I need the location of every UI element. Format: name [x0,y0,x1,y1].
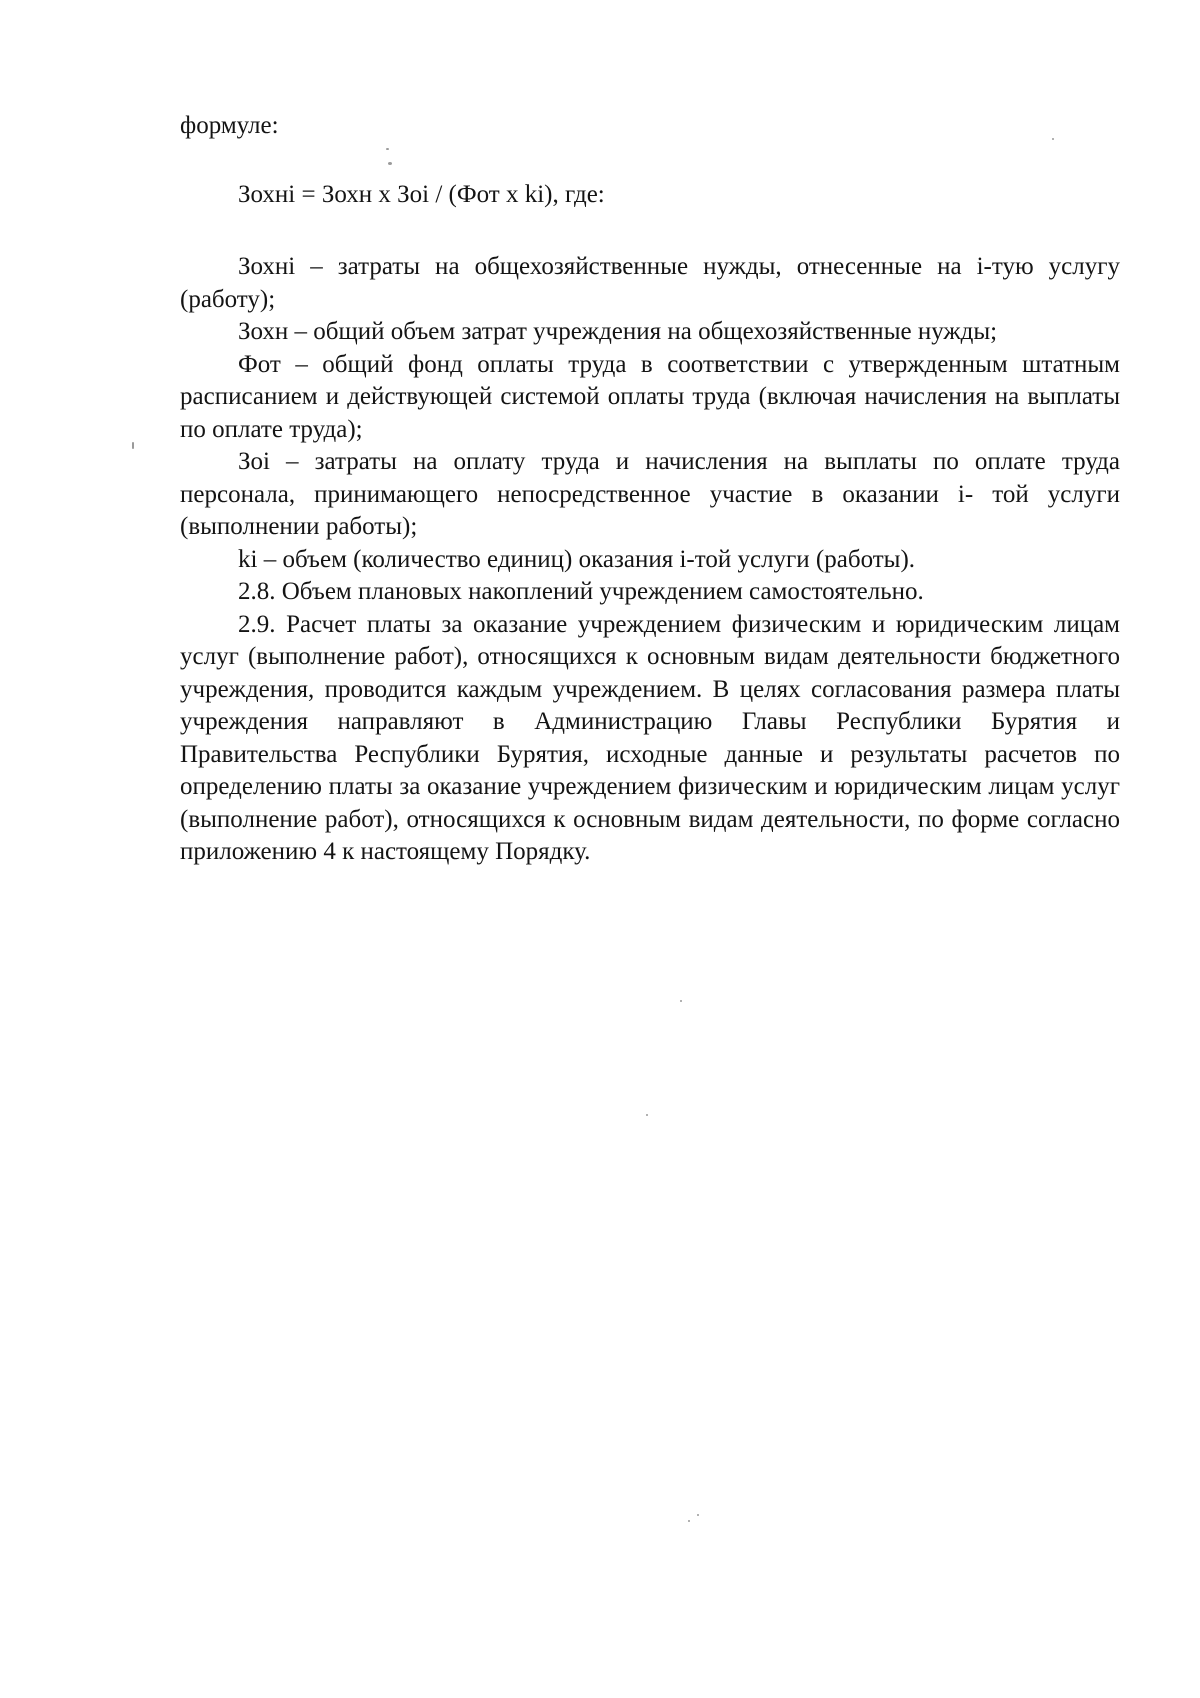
paragraph-2-8: 2.8. Объем плановых накоплений учреждением самостоятельно. [238,578,924,605]
scan-speck [680,1000,682,1002]
paragraph-zoi-definition: Зоi – затраты на оплату труда и начисления на выплаты по оплате труда персонала, принимающего непосредственное участие в оказании i- той услуги (выполнении работы); [180,448,1120,540]
paragraph-zohn-definition: Зохн – общий объем затрат учреждения на общехозяйственные нужды; [238,318,998,345]
scan-speck [646,1114,648,1116]
scan-speck [386,148,389,150]
scan-speck [388,162,392,165]
scan-speck [1052,138,1054,140]
scan-speck [697,1514,699,1516]
formula-line: Зохнi = Зохн x Зоi / (Фот x ki), где: [238,180,605,208]
intro-line: формуле: [180,112,279,139]
paragraph-zohni-definition: Зохнi – затраты на общехозяйственные нужды, отнесенные на i-тую услугу (работу); [180,253,1120,313]
document-body [180,110,1120,869]
paragraph-ki-definition: ki – объем (количество единиц) оказания i-той услуги (работы). [238,545,916,573]
scan-speck [132,442,134,449]
paragraph-2-9: 2.9. Расчет платы за оказание учреждением физическим и юридическим лицам услуг (выполнение работ), относящихся к основным видам деятельности бюджетного учреждения, проводится каждым учреждением. В целях согласования размера платы учреждения направляют в Администрацию Главы Республики Бурятия и Правительства Республики Бурятия, исходные данные и результаты расчетов по определению платы за оказание учреждением физическим и юридическим лицам услуг (выполнение работ), относящихся к основным видам деятельности, по форме согласно приложению 4 к настоящему Порядку. [180,610,1120,865]
scan-speck [688,1520,690,1522]
paragraph-fot-definition: Фот – общий фонд оплаты труда в соответствии с утвержденным штатным расписанием и действующей системой оплаты труда (включая начисления на выплаты по оплате труда); [180,350,1120,443]
